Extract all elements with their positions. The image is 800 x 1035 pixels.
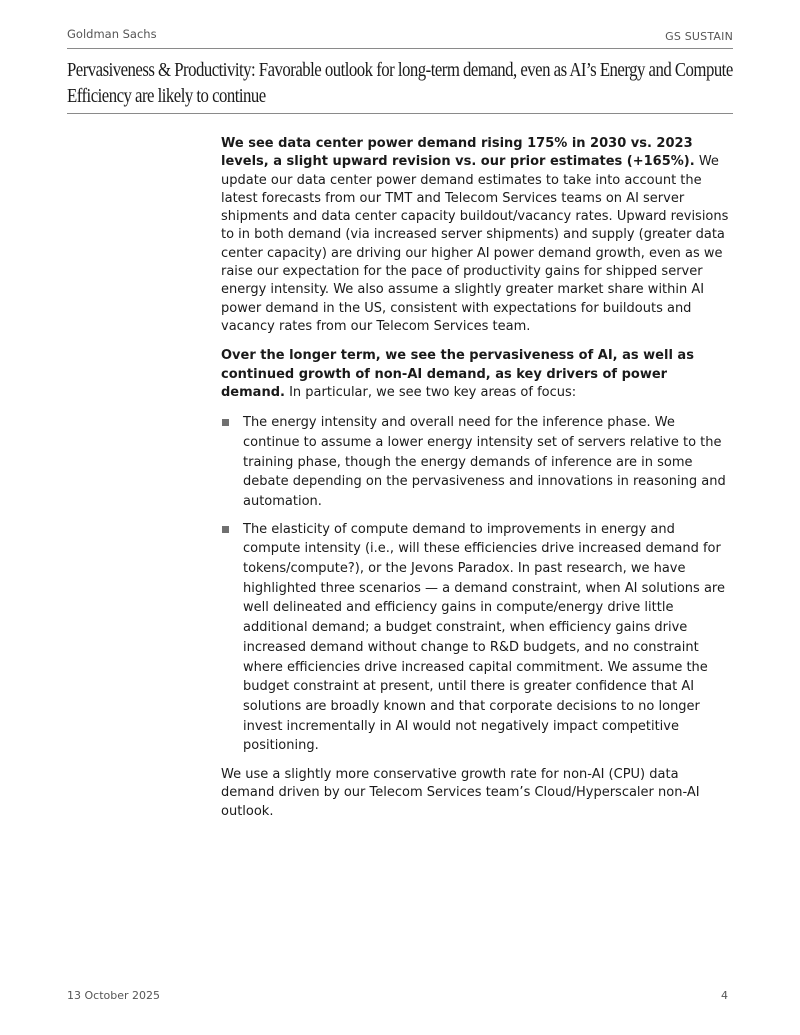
list-item-text: The energy intensity and overall need for the inference phase. We continue to assume a lower energy intensity set of servers relative to the training phase, though the energy demands of inference are in some debate depending on the pervasiveness and innovations in reasoning and automation. xyxy=(243,415,726,509)
header-divider xyxy=(67,48,733,49)
page-number: 4 xyxy=(721,989,728,1002)
bullet-list xyxy=(221,413,733,756)
paragraph-text: In particular, we see two key areas of focus: xyxy=(284,384,577,400)
report-series: GS SUSTAIN xyxy=(665,30,733,43)
page-title: Pervasiveness & Productivity: Favorable outlook for long-term demand, even as AI’s Energy and Compute Efficiency are likely to continue xyxy=(67,60,733,107)
paragraph-lead: We see data center power demand rising 175% in 2030 vs. 2023 levels, a slight upward revision vs. our prior estimates (+165%). xyxy=(221,136,695,170)
list-item xyxy=(221,520,733,756)
publication-date: 13 October 2025 xyxy=(67,989,161,1002)
square-bullet-icon xyxy=(222,419,229,426)
list-item xyxy=(221,413,733,512)
paragraph-lead: Over the longer term, we see the pervasiveness of AI, as well as continued growth of non-AI demand, as key drivers of power demand. xyxy=(221,348,694,400)
paragraph-text: We update our data center power demand estimates to take into account the latest forecasts from our TMT and Telecom Services teams on AI server shipments and data center capacity buildout/vacancy rates. Upward revisions to in both demand (via increased server shipments) and supply (greater data center capacity) are driving our higher AI power demand growth, even as we raise our expectation for the pace of productivity gains for shipped server energy intensity. We also assume a slightly greater market share within AI power demand in the US, consistent with expectations for buildouts and vacancy rates from our Telecom Services team. xyxy=(221,154,729,334)
closing-paragraph: We use a slightly more conservative growth rate for non-AI (CPU) data demand driven by our Telecom Services team’s Cloud/Hyperscaler non-AI outlook. xyxy=(221,767,700,819)
paragraph xyxy=(221,347,733,402)
paragraph xyxy=(221,135,733,336)
list-item-text: The elasticity of compute demand to improvements in energy and compute intensity (i.e., will these efficiencies drive increased demand for tokens/compute?), or the Jevons Paradox. In past research, we have highlighted three scenarios — a demand constraint, when AI solutions are well delineated and efficiency gains in compute/energy drive little additional demand; a budget constraint, when efficiency gains drive increased demand without change to R&D budgets, and no constraint where efficiencies drive increased capital commitment. We assume the budget constraint at present, until there is greater confidence that AI solutions are broadly known and that corporate decisions to no longer invest incrementally in AI would not negatively impact competitive positioning. xyxy=(243,521,725,754)
article-body xyxy=(221,135,733,832)
company-name: Goldman Sachs xyxy=(67,27,157,41)
square-bullet-icon xyxy=(222,526,229,533)
title-divider xyxy=(67,113,733,114)
